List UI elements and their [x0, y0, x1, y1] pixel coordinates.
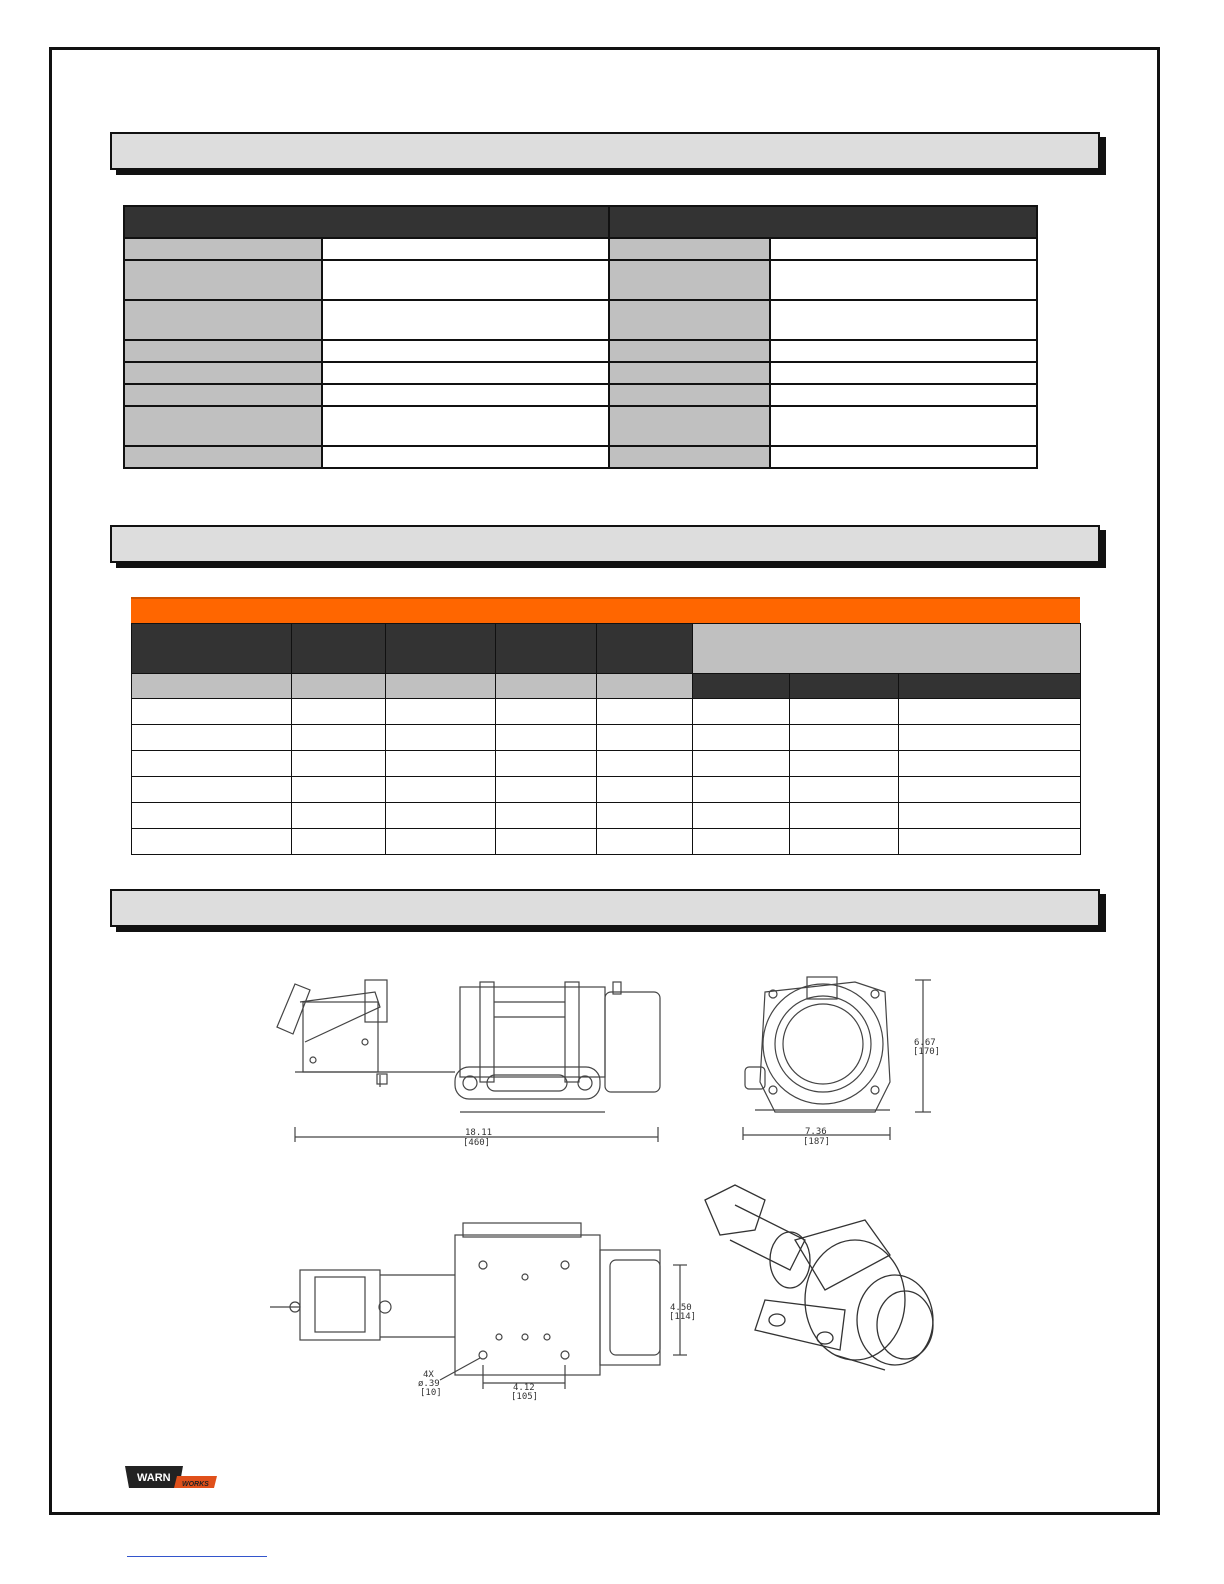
- perf-subheader-row: [132, 674, 1081, 699]
- height-label: 6.67: [914, 1038, 936, 1048]
- hole-dia-label: ø.39: [418, 1379, 440, 1389]
- overall-length-mm-label: [460]: [463, 1138, 491, 1148]
- table-row: [132, 751, 1081, 777]
- section-bar-performance: [110, 525, 1100, 563]
- performance-table-header-bar: [131, 597, 1080, 623]
- mount-spacing-label: 4.12: [513, 1383, 535, 1393]
- spec-row: [124, 260, 1037, 300]
- spec-row: [124, 362, 1037, 384]
- spec-header-row: [124, 206, 1037, 238]
- section-bar-dimensions: [110, 889, 1100, 927]
- specifications-table: [123, 205, 1038, 469]
- width-mm-label: [187]: [803, 1137, 831, 1147]
- winch-side-view-drawing: [265, 972, 675, 1152]
- spec-row: [124, 300, 1037, 340]
- footer-link[interactable]: [127, 1556, 267, 1557]
- winch-top-view-drawing: [265, 1215, 705, 1405]
- logo-sub-text: WORKS: [182, 1481, 209, 1488]
- mount-spacing-mm-label: [105]: [511, 1392, 539, 1402]
- overall-length-label: 18.11: [465, 1128, 493, 1138]
- table-row: [132, 829, 1081, 855]
- spec-row: [124, 446, 1037, 468]
- mount-depth-label: 4.50: [670, 1303, 692, 1313]
- hole-count-label: 4X: [423, 1370, 434, 1380]
- table-row: [132, 725, 1081, 751]
- mount-depth-mm-label: [114]: [669, 1312, 697, 1322]
- spec-row: [124, 384, 1037, 406]
- table-row: [132, 803, 1081, 829]
- width-label: 7.36: [805, 1127, 827, 1137]
- spec-row: [124, 340, 1037, 362]
- winch-isometric-view-drawing: [695, 1180, 940, 1380]
- spec-row: [124, 238, 1037, 260]
- spec-row: [124, 406, 1037, 446]
- performance-table: [131, 623, 1081, 855]
- warn-works-logo: [125, 1464, 217, 1490]
- table-row: [132, 699, 1081, 725]
- perf-header-row: [132, 624, 1081, 674]
- hole-dia-mm-label: [10]: [420, 1388, 442, 1398]
- logo-brand-text: WARN: [137, 1472, 171, 1484]
- height-mm-label: [170]: [913, 1047, 941, 1057]
- winch-end-view-drawing: [735, 972, 955, 1152]
- section-bar-specifications: [110, 132, 1100, 170]
- table-row: [132, 777, 1081, 803]
